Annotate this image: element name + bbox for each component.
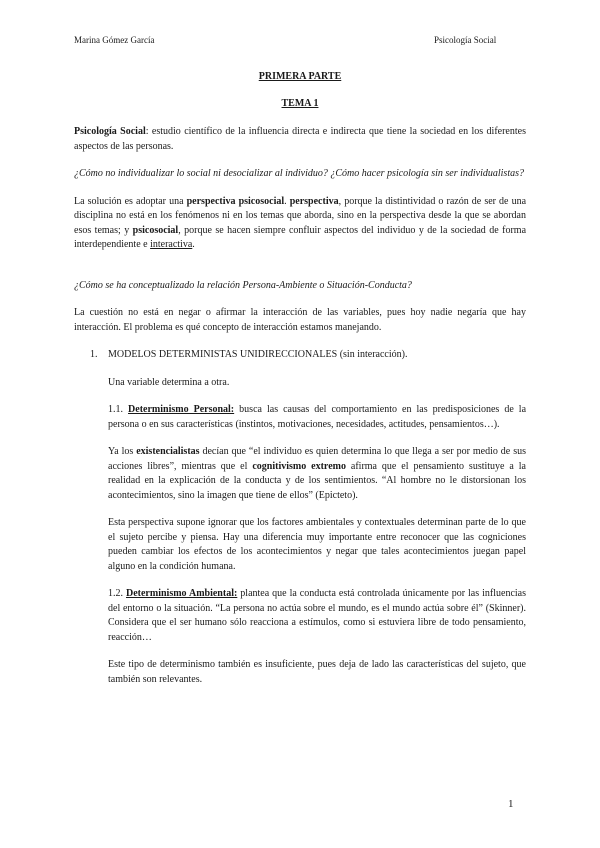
solution-text-a: La solución es adoptar una: [74, 195, 187, 207]
definition-paragraph: [74, 125, 526, 154]
insufficient-paragraph: Este tipo de determinismo también es insuficiente, pues deja de lado las características del sujeto, que también son relevantes.: [108, 659, 526, 685]
one-variable-paragraph: Una variable determina a otra.: [108, 376, 230, 388]
question-2: ¿Cómo se ha conceptualizado la relación Persona-Ambiente o Situación-Conducta?: [74, 279, 412, 291]
personal-determinism-text: busca las causas del comportamiento en las predisposiciones de la persona o en sus características (instintos, motivaciones, necesidades, actitudes, pensamientos…).: [108, 404, 527, 430]
page-number: 1: [508, 798, 514, 810]
list-item-content: [108, 348, 407, 363]
existentialists-text-c: decían que “el individuo es quien determina lo que llega a ser por medio de sus acciones libres”, mientras que el: [108, 446, 526, 472]
interaction-paragraph: La cuestión no está en negar o afirmar la interacción de las variables, pues hoy nadie negaría que hay interacción. El problema es qué concepto de interacción estamos manejando.: [74, 307, 526, 333]
question-1: ¿Cómo no individualizar lo social ni desocializar al individuo? ¿Cómo hacer psicología sin ser individualistas?: [74, 168, 524, 179]
solution-paragraph: [74, 195, 526, 253]
cognitivism-term: cognitivismo extremo: [252, 460, 346, 472]
existentialists-paragraph: [108, 445, 526, 503]
solution-term-psychosocial-perspective: perspectiva psicosocial: [186, 195, 285, 207]
existentialists-text-e: afirma que el pensamiento sustituye a la realidad en la explicación de la conducta y de los sentimientos. “Al hombre no le distorsionan los acontecimientos, sino la imagen que tiene de ellos” (Epicteto).: [108, 460, 527, 501]
solution-text-g: , porque se hacen siempre confluir aspectos del individuo y de la sociedad de forma interdependiente e: [74, 224, 527, 250]
solution-text-i: .: [192, 239, 195, 250]
list-item-title: MODELOS DETERMINISTAS UNIDIRECCIONALES: [108, 349, 338, 360]
list-item-deterministic-models: [90, 348, 526, 363]
environmental-determinism-term: Determinismo Ambiental:: [126, 588, 238, 599]
existentialists-text-a: Ya los: [108, 446, 137, 457]
definition-term: Psicología Social: [74, 126, 146, 137]
solution-term-psychosocial: psicosocial: [132, 224, 179, 236]
environmental-determinism-paragraph: [108, 587, 526, 645]
section-number: 1.2.: [108, 588, 126, 599]
header-subject: Psicología Social: [434, 35, 497, 45]
solution-text-c: .: [284, 195, 290, 207]
environmental-determinism-text: plantea que la conducta está controlada únicamente por las influencias del entorno o la situación. “La persona no actúa sobre el mundo, es el mundo actúa sobre él” (Skinner). Considera que el ser humano sólo reacciona a estímulos, como si estuviera libre de todo pensamiento, reacción…: [108, 588, 526, 643]
solution-term-perspective: perspectiva: [289, 195, 339, 207]
personal-determinism-term: Determinismo Personal:: [128, 404, 235, 415]
definition-text: : estudio científico de la influencia directa e indirecta que tiene la sociedad en los diferentes aspectos de las personas.: [74, 126, 526, 152]
list-item-note: (sin interacción).: [337, 349, 408, 360]
section-number: 1.1.: [108, 404, 129, 415]
topic-title: TEMA 1: [281, 97, 319, 109]
solution-term-interactive: interactiva: [150, 239, 193, 250]
perspective-paragraph: Esta perspectiva supone ignorar que los factores ambientales y contextuales determinan parte de lo que el sujeto percibe y piensa. Hay una diferencia muy importante entre reconocer que las cogniciones pueden cambiar los efectos de los acontecimientos y negar que tales acontecimientos juegan papel alguno en la condición humana.: [108, 517, 526, 572]
list-item-number: 1.: [90, 349, 98, 360]
header-author: Marina Gómez García: [74, 35, 155, 45]
part-title: PRIMERA PARTE: [258, 71, 342, 82]
personal-determinism-paragraph: [108, 403, 526, 432]
page-body: [74, 70, 526, 700]
existentialists-term: existencialistas: [136, 446, 200, 457]
solution-text-e: , porque la distintividad o razón de ser de una disciplina no está en los fenómenos ni en los temas que aborda, sino en la perspectiva desde la que se abordan esos temas; y: [74, 195, 527, 236]
